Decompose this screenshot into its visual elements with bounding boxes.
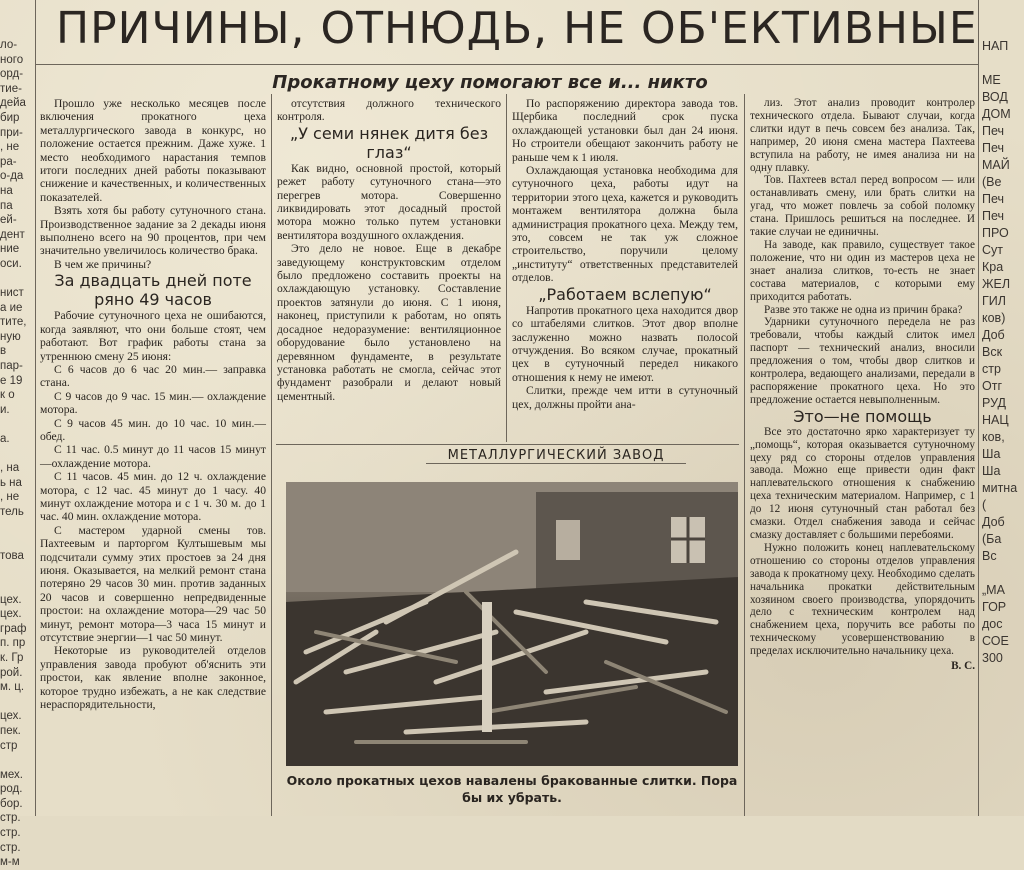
section-rule (276, 444, 739, 445)
paragraph: отсутствия должного технического контроля. (277, 97, 501, 124)
paragraph: С мастером ударной смены тов. Пахтеевым и парторгом Култышевым мы подсчитали сумму этих простоев за 24 дня июня. Оказывается, на мелкий ремонт стана потеряно 29 часов 30 мин. против заданных 20 часов и совершенно непредвиденные простои: на охлаждение мотора—29 час 50 минут, ремонт мотора—3 часа 15 минут и отсутствие энергии—1 час 50 минут. (40, 523, 266, 645)
scrap-ingots-illustration (286, 482, 738, 766)
right-column-fragment: НАП МЕ ВОД ДОМ Печ Печ МАЙ (Ве Печ Печ ПРО Сут Кра ЖЕЛ ГИЛ ков) Доб Вск стр Отг РУД НАЦ ков, Ша Ша митна ( Доб (Ба Вс „МА ГОР дос СОЕ 300 (982, 39, 1018, 665)
paragraph: Рабочие сутуночного цеха не ошибаются, когда заявляют, что они больше стоят, чем работают. Вот график работы стана за утреннюю смену 25 июня: (40, 309, 266, 363)
column-rule (35, 0, 36, 816)
paragraph: С 9 часов 45 мин. до 10 час. 10 мин.— обед. (40, 416, 266, 443)
photo-section-title: МЕТАЛЛУРГИЧЕСКИЙ ЗАВОД (426, 448, 686, 464)
paragraph: С 11 часов. 45 мин. до 12 ч. охлаждение мотора, с 12 час. 45 минут до 1 часу. 40 минут охлаждение мотора и с 1 ч. 30 м. до 1 час. 40 мин. охлаждение мотора. (40, 470, 266, 524)
paragraph: По распоряжению директора завода тов. Щербика последний срок пуска охлаждающей установки был дан 24 июня. Но строители обещают закончить работу не раньше чем к 1 июля. (512, 97, 738, 164)
paragraph: С 11 час. 0.5 минут до 11 часов 15 минут—охлаждение мотора. (40, 443, 266, 470)
author-signature: В. С. (951, 660, 975, 673)
paragraph: С 6 часов до 6 час 20 мин.— заправка стана. (40, 362, 266, 390)
article-column-1 (40, 97, 266, 711)
section-heading: „У семи нянек дитя без глаз“ (289, 123, 489, 162)
paragraph: лиз. Этот анализ проводит контролер технического отдела. Бывают случаи, когда слитки идут в печь совсем без анализа. Так, например, 20 июня смена мастера Пахтеева вступила на работу, не имея анализа ни на одну плавку. (750, 97, 975, 174)
article-column-2 (277, 97, 501, 403)
column-rule (744, 94, 745, 816)
section-heading: За двадцать дней поте ряно 49 часов (54, 271, 252, 310)
paragraph: Охлаждающая установка необходима для сутуночного цеха, работы идут на территории этого цеха, кажется и руководить монтажем вентилятора должна была администрация прокатного цеха. Между тем, это, совсем не так уж сложное строительство, поручили целому „институту“ ответственных представителей отделов. (512, 164, 738, 285)
article-column-3 (512, 97, 738, 411)
paragraph: Все это достаточно ярко характеризует ту „помощь“, которая оказывается сутуночному цеху ряд со стороны отделов управления завода. Можно еще привести один факт наплевательского отношения к снабжению цеха техническим материалом. Например, с 1 до 12 июня сутуночный стан работал без смазки. Отдел снабжения завода и сейчас смазку доставляет с большими перебоями. (750, 425, 975, 541)
column-rule (271, 94, 272, 816)
headline-rule (35, 64, 978, 65)
section-heading: Это—не помощь (793, 406, 932, 426)
paragraph: Это дело не новое. Еще в декабре заведующему конструктовским отделом было предложено составить проекты на охлаждающую установку. Составление проектов затянули до июня. С 1 июня, наконец, приступили к работам, но опять досадное недоразумение: вентиляционное оборудование было установлено на деревянном фундаменте, в результате установка работать не смогла, сейчас этот фундамент разобрали и делают новый цементный. (277, 242, 501, 403)
photo-caption: Около прокатных цехов навалены бракованные слитки. Пора бы их убрать. (286, 773, 738, 805)
paragraph: Как видно, основной простой, который режет работу сутуночного стана—это перегрев мотора. Совершенно ликвидировать этот досадный простой мотора можно только путем установки вентилятора воздушного охлаждения. (277, 161, 501, 242)
column-rule (506, 94, 507, 442)
paragraph: Прошло уже несколько месяцев после включения прокатного цеха металлургического завода в конкурс, но положение остается прежним. Даже хуже. 1 место необходимого нарастания темпов итоги последних дней работы показывают снижение и качественных, и количественных показателей. (40, 97, 266, 204)
paragraph: Слитки, прежде чем итти в сутуночный цех, должны пройти ана- (512, 384, 738, 411)
left-column-fragment: ло- ного орд- тие- дейа бир при- , не ра- о-да на па ей- дент ние оси. нист а ие тите, ную в пар- е 19 к о и. а. , на ь на , не тель това цех. цех. граф п. пр к. Гр рой. м. ц. цех. пек. стр мех. род. бор. стр. стр. стр. м-м (0, 39, 27, 869)
headline: ПРИЧИНЫ, ОТНЮДЬ, НЕ ОБ'ЕКТИВНЫЕ (56, 3, 978, 54)
factory-yard-photo (286, 482, 738, 766)
paragraph: Тов. Пахтеев встал перед вопросом — или останавливать смену, или брать слитки на угад, что может повлечь за собой поломку стана. Пришлось решиться на последнее. И такие случаи не единичны. (750, 174, 975, 239)
paragraph: Напротив прокатного цеха находится двор со штабелями слитков. Этот двор вполне заслуженно можно назвать полосой отчуждения. Во всяком случае, прокатный цех в сутуночный передел никакого отношения к нему не имеют. (512, 303, 738, 384)
paragraph: Взять хотя бы работу сутуночного стана. Производственное задание за 2 декады июня выполнено всего на 90 процентов, при чем значительно увеличилось количество брака. (40, 204, 266, 258)
paragraph: В чем же причины? (54, 257, 152, 271)
article-column-4 (750, 97, 975, 673)
paragraph: Нужно положить конец наплевательскому отношению со стороны отделов управления завода к прокатному цеху. Необходимо сделать начальника прокатки действительным хозяином своего производства, упорядочить дело с техническим контролем над снабжением цеха, поручить все работы по техническому усовершенствованию в пределах исключительно начальнику цеха. (750, 541, 975, 658)
paragraph: Некоторые из руководителей отделов управления завода пробуют об'яснить эти простои, как явление вполне законное, которое трудно избежать, а не как следствие нераспорядительности, (40, 644, 266, 712)
column-rule (978, 0, 979, 816)
paragraph: Ударники сутуночного передела не раз требовали, чтобы каждый слиток имел паспорт — технический анализ, вносили предложения о том, чтобы двор слитков и контролера, ведающего анализами, передали в распоряжение прокатного цеха. Но это предложение остается невыполненным. (750, 316, 975, 406)
paragraph: На заводе, как правило, существует такое положение, что ни один из мастеров цеха не знает анализа слитков, то-есть не знает состава материалов, с которыми ему приходится работать. (750, 238, 975, 303)
paragraph: Разве это также не одна из причин брака? (764, 303, 963, 316)
section-heading: „Работаем вслепую“ (538, 284, 712, 304)
paragraph: С 9 часов до 9 час. 15 мин.— охлаждение мотора. (40, 389, 266, 417)
article-subtitle: Прокатному цеху помогают все и... никто (272, 72, 708, 93)
